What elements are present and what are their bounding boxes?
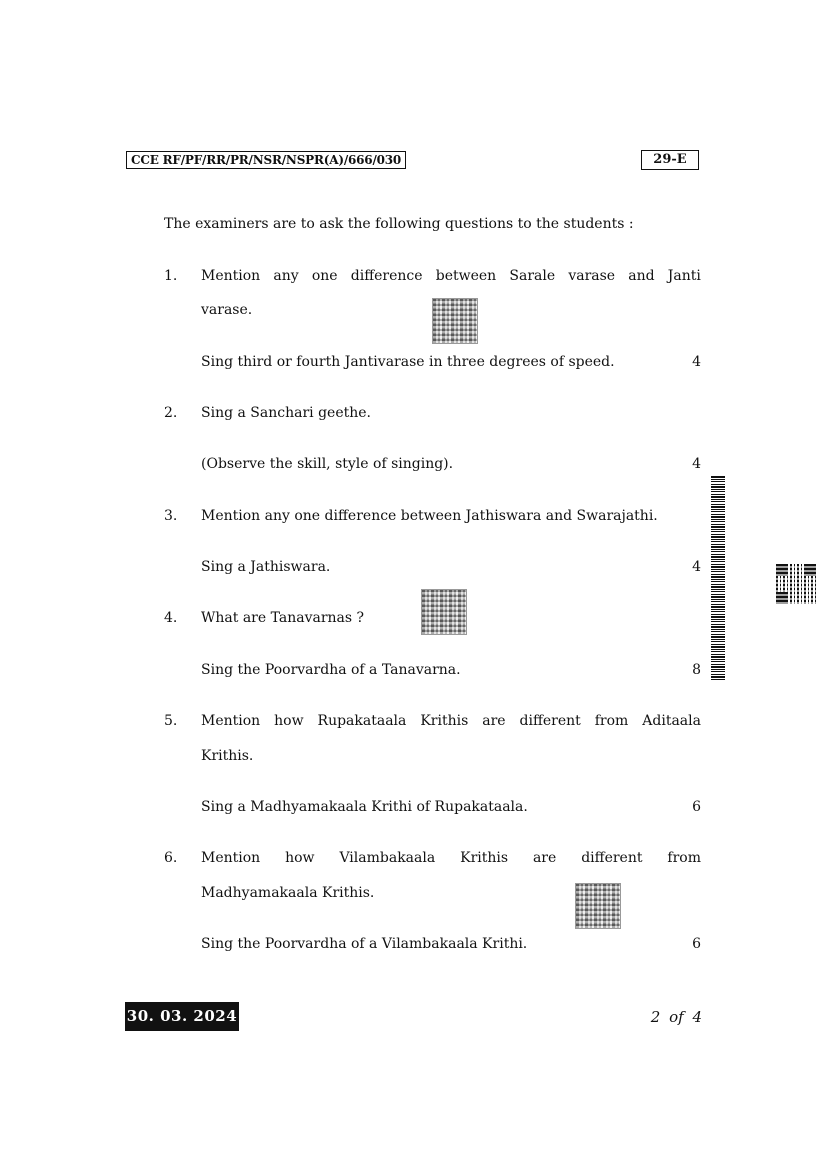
qr-code-icon — [575, 883, 621, 929]
question-6-task: Sing the Poorvardha of a Vilambakaala Krithi. — [201, 936, 528, 952]
word: are — [532, 850, 557, 866]
word: different — [581, 850, 643, 866]
word: Mention — [201, 713, 261, 729]
word: Sarale — [509, 268, 556, 284]
qr-code-icon — [432, 298, 478, 344]
word: between — [435, 268, 497, 284]
question-2-line1: Sing a Sanchari geethe. — [201, 405, 371, 421]
question-1-number: 1. — [164, 268, 178, 284]
question-4-line1: What are Tanavarnas ? — [201, 610, 365, 626]
question-3-marks: 4 — [692, 559, 701, 575]
question-1-task: Sing third or fourth Jantivarase in three degrees of speed. — [201, 354, 615, 370]
question-5-marks: 6 — [692, 799, 701, 815]
question-4-marks: 8 — [692, 662, 701, 678]
question-4-task: Sing the Poorvardha of a Tanavarna. — [201, 662, 461, 678]
word: Vilambakaala — [339, 850, 436, 866]
question-5-line1 — [201, 713, 701, 729]
word: Krithis — [460, 850, 509, 866]
question-6-number: 6. — [164, 850, 178, 866]
exam-date: 30. 03. 2024 — [125, 1002, 239, 1031]
question-3-task: Sing a Jathiswara. — [201, 559, 331, 575]
word: Mention — [201, 268, 261, 284]
exam-code: CCE RF/PF/RR/PR/NSR/NSPR(A)/666/030 — [126, 151, 406, 169]
question-2-task: (Observe the skill, style of singing). — [201, 456, 454, 472]
question-3-number: 3. — [164, 508, 178, 524]
word: Krithis — [420, 713, 469, 729]
word: Rupakataala — [317, 713, 407, 729]
word: how — [285, 850, 315, 866]
question-5-number: 5. — [164, 713, 178, 729]
question-5-line2: Krithis. — [201, 748, 254, 764]
word: from — [594, 713, 629, 729]
question-2-number: 2. — [164, 405, 178, 421]
question-4-number: 4. — [164, 610, 178, 626]
question-3-line1: Mention any one difference between Jathiswara and Swarajathi. — [201, 508, 658, 524]
question-2-marks: 4 — [692, 456, 701, 472]
word: how — [274, 713, 304, 729]
word: and — [628, 268, 655, 284]
word: from — [667, 850, 701, 866]
question-6-marks: 6 — [692, 936, 701, 952]
qr-code-icon — [776, 564, 816, 604]
question-1-marks: 4 — [692, 354, 701, 370]
barcode-icon — [711, 476, 725, 680]
word: one — [311, 268, 338, 284]
question-5-task: Sing a Madhyamakaala Krithi of Rupakataala. — [201, 799, 528, 815]
question-1-line2: varase. — [201, 302, 253, 318]
word: Mention — [201, 850, 261, 866]
word: are — [482, 713, 506, 729]
qr-code-icon — [421, 589, 467, 635]
word: Aditaala — [642, 713, 701, 729]
word: Janti — [667, 268, 701, 284]
word: varase — [568, 268, 616, 284]
instructions: The examiners are to ask the following questions to the students : — [164, 216, 634, 232]
question-1-line1 — [201, 268, 701, 284]
word: any — [273, 268, 299, 284]
question-6-line1 — [201, 850, 701, 866]
page-number: 2 of 4 — [650, 1008, 702, 1026]
question-6-line2: Madhyamakaala Krithis. — [201, 885, 375, 901]
paper-code: 29-E — [641, 150, 699, 170]
word: different — [519, 713, 581, 729]
word: difference — [350, 268, 423, 284]
